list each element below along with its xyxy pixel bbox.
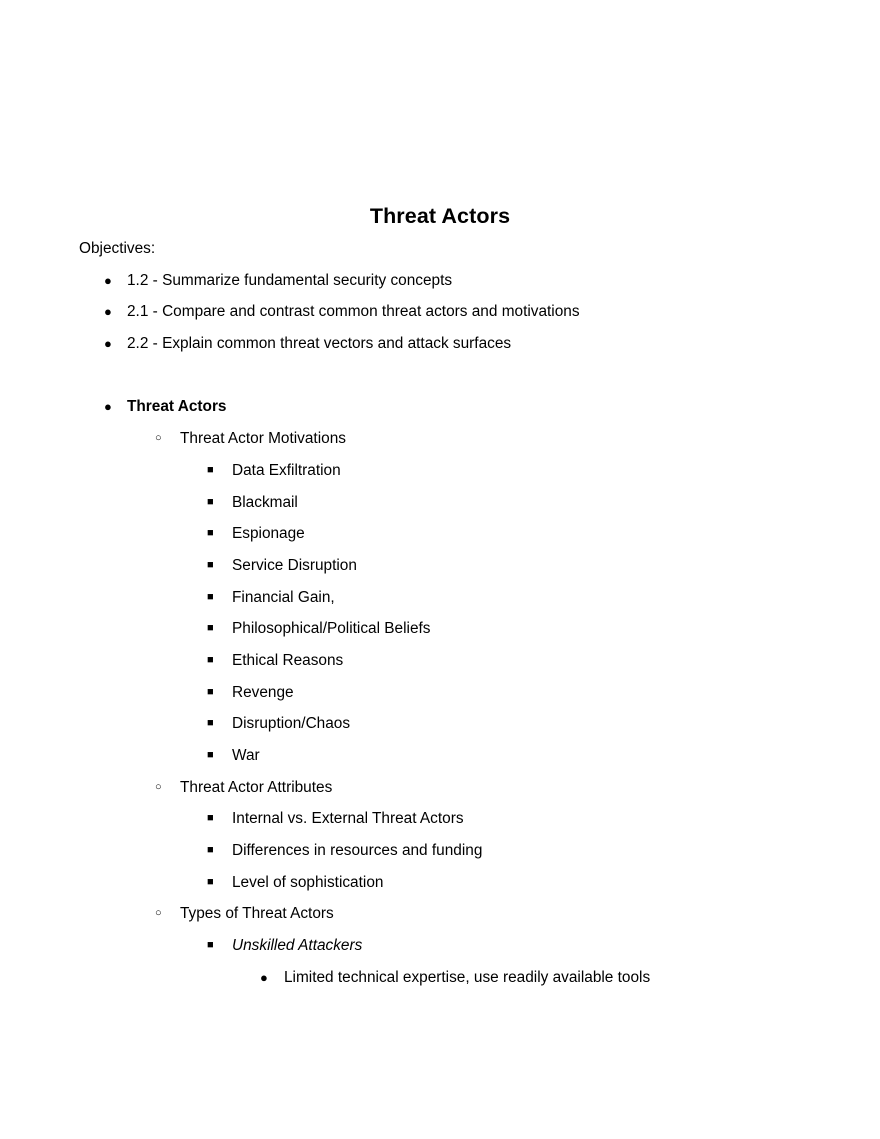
square-bullet-icon: ■ [207, 717, 214, 730]
outline-item-label: Data Exfiltration [232, 461, 341, 479]
objective-item [0, 328, 880, 360]
square-bullet-icon: ■ [207, 875, 214, 888]
outline-item [0, 898, 880, 930]
outline-item-label: Differences in resources and funding [232, 842, 483, 860]
outline-item-label: Financial Gain, [232, 588, 335, 606]
outline-item [0, 487, 880, 519]
disc-bullet-icon: ● [104, 304, 112, 320]
outline-item [0, 740, 880, 772]
outline-item [0, 455, 880, 487]
page-title: Threat Actors [369, 204, 511, 229]
objective-item-label: 2.1 - Compare and contrast common threat actors and motivations [127, 303, 580, 321]
threat-actors-outline [0, 391, 880, 993]
outline-item-label: Level of sophistication [232, 873, 384, 891]
outline-item [0, 835, 880, 867]
disc-bullet-icon: ● [260, 969, 268, 985]
outline-item-label: War [232, 747, 260, 764]
square-bullet-icon: ■ [207, 653, 214, 666]
outline-item-label: Revenge [232, 683, 294, 701]
outline-item [0, 677, 880, 709]
square-bullet-icon: ■ [207, 939, 214, 952]
objective-item [0, 265, 880, 297]
square-bullet-icon: ■ [207, 844, 214, 857]
objectives-list [0, 265, 880, 360]
outline-item [0, 613, 880, 645]
outline-item-label: Types of Threat Actors [180, 905, 334, 923]
outline-item [0, 708, 880, 740]
outline-item [0, 423, 880, 455]
outline-item-label: Blackmail [232, 493, 298, 511]
outline-item-label: Service Disruption [232, 556, 357, 574]
square-bullet-icon: ■ [207, 495, 214, 508]
outline-item [0, 930, 880, 962]
objective-item-label: 2.2 - Explain common threat vectors and attack surfaces [127, 335, 512, 353]
outline-item-label: Threat Actor Attributes [180, 778, 333, 796]
outline-item-label: Unskilled Attackers [232, 937, 363, 955]
circle-bullet-icon: ○ [155, 432, 162, 445]
square-bullet-icon: ■ [207, 463, 214, 476]
outline-item-label: Philosophical/Political Beliefs [232, 620, 431, 638]
disc-bullet-icon: ● [104, 272, 112, 288]
disc-bullet-icon: ● [104, 399, 112, 415]
document-body [0, 233, 880, 994]
outline-item [0, 803, 880, 835]
outline-item-label: Threat Actors [127, 398, 227, 416]
outline-item-label: Espionage [232, 525, 305, 543]
outline-item-label: Disruption/Chaos [232, 715, 351, 733]
objective-item [0, 296, 880, 328]
outline-item [0, 772, 880, 804]
square-bullet-icon: ■ [207, 590, 214, 603]
outline-item [0, 582, 880, 614]
outline-item [0, 645, 880, 677]
objective-item-label: 1.2 - Summarize fundamental security concepts [127, 271, 453, 289]
square-bullet-icon: ■ [207, 527, 214, 540]
disc-bullet-icon: ● [104, 336, 112, 352]
objectives-label: Objectives: [79, 240, 156, 257]
outline-item [0, 962, 880, 994]
outline-item-label: Ethical Reasons [232, 651, 344, 669]
circle-bullet-icon: ○ [155, 907, 162, 920]
square-bullet-icon: ■ [207, 622, 214, 635]
square-bullet-icon: ■ [207, 558, 214, 571]
outline-item-label: Internal vs. External Threat Actors [232, 810, 464, 828]
outline-item [0, 550, 880, 582]
outline-item [0, 867, 880, 899]
square-bullet-icon: ■ [207, 812, 214, 825]
circle-bullet-icon: ○ [155, 780, 162, 793]
outline-item [0, 518, 880, 550]
square-bullet-icon: ■ [207, 749, 214, 761]
square-bullet-icon: ■ [207, 685, 214, 698]
outline-item [0, 391, 880, 423]
outline-item-label: Threat Actor Motivations [180, 430, 346, 448]
outline-item-label: Limited technical expertise, use readily available tools [284, 968, 651, 986]
